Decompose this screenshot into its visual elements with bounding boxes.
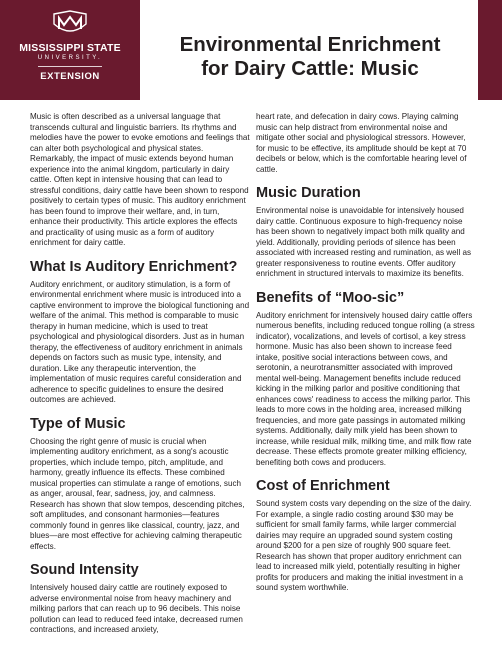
logo-extension-label: EXTENSION [40, 71, 100, 82]
auditory-enrichment-paragraph: Auditory enrichment, or auditory stimulation, is a form of environmental enrichment where music is introduced into a captive environment to improve the biological functioning and welfare of the animal. This method is comparable to music therapy in human medicine, which is used to treat psychological and physiological disorders. Just as in human therapy, the effectiveness of auditory enrichment in animals depends on factors such as music type, intensity, and duration. Like any therapeutic intervention, the implementation of music requires careful consideration and adherence to specific guidelines to ensure the desired outcomes are achieved. [30, 279, 250, 404]
msu-emblem-icon [50, 10, 90, 40]
auditory-enrichment-heading: What Is Auditory Enrichment? [30, 258, 238, 275]
sound-intensity-heading: Sound Intensity [30, 562, 139, 578]
header-accent-block [478, 0, 502, 100]
music-duration-paragraph: Environmental noise is unavoidable for intensively housed dairy cattle. Continuous exposure to high-frequency noise has been shown to negatively impact both milk quality and yield. Additionally, providing periods of silence has been associated with increased resting and rumination, as well as greater responsiveness to routine events. Offer auditory enrichment in structured intervals to maximize its benefits. [256, 206, 472, 278]
type-of-music-paragraph: Choosing the right genre of music is crucial when implementing auditory enrichment, as a song's acoustic properties, which include tempo, pitch, amplitude, and harmony, greatly influence its effects. These combined musical properties can stimulate a range of emotions, such as anger, arousal, fear, sadness, joy, and calmness. Research has shown that slow tempos, descending pitches, soft amplitudes, and consonant harmonies—features commonly found in genres like classical, country, jazz, and blues—are most effective for achieving calming therapeutic effects. [30, 436, 245, 551]
intro-paragraph: Music is often described as a universal language that transcends cultural and linguistic barriers. Its rhythms and melodies have the power to evoke emotions and feelings that can alter both psychological and physical states. Remarkably, the impact of music extends beyond human experience into the animal kingdom, particularly in dairy cattle. Often kept in intensive housing that can lead to stressful conditions, dairy cattle have been shown to respond positively to certain types of music. This auditory enrichment has been found to improve their welfare, and, in turn, enhance their productivity. This article explores the effects and practicality of using music as a form of auditory enrichment for dairy cattle. [30, 112, 250, 247]
cost-paragraph: Sound system costs vary depending on the size of the dairy. For example, a single radio costing around $30 may be sufficient for small family farms, while larger commercial dairies may require an upgraded sound system costing around $200 for a pen size of roughly 900 square feet. Research has shown that proper auditory enrichment can lead to increased milk yield, potentially resulting in higher profits for producers and making the initial investment in a sound system worthwhile. [256, 499, 472, 592]
sound-intensity-continued-paragraph: heart rate, and defecation in dairy cows. Playing calming music can help distract from environmental noise and mitigate other social and physiological stressors. However, for music to be effective, its amplitude should be kept at 70 decibels or below, which is the comfortable hearing level of cattle. [256, 112, 467, 174]
logo-divider [38, 66, 102, 67]
document-title [142, 33, 478, 81]
right-column [256, 112, 476, 594]
left-column [30, 112, 250, 636]
title-line-2: for Dairy Cattle: Music [201, 57, 419, 80]
title-line-1: Environmental Enrichment [179, 33, 441, 56]
cost-heading: Cost of Enrichment [256, 478, 390, 494]
extension-logo[interactable] [0, 0, 140, 100]
benefits-heading: Benefits of “Moo-sic” [256, 289, 405, 306]
sound-intensity-paragraph: Intensively housed dairy cattle are routinely exposed to adverse environmental noise from heavy machinery and milking parlors that can reach up to 96 decibels. This noise pollution can lead to reduced feed intake, decreased rumen contractions, and increased anxiety, [30, 583, 243, 634]
logo-university-label: UNIVERSITY. [37, 55, 103, 61]
benefits-paragraph: Auditory enrichment for intensively housed dairy cattle offers numerous benefits, including reduced tongue rolling (a stress indicator), vocalizations, and levels of cortisol, a key stress hormone. Music has also been shown to increase feed intake, positive social interactions between cows, and serotonin, a neurotransmitter associated with improved mental well-being. Management benefits include reduced kicking in the milking parlor and positive conditioning that enhances cows' readiness to access the milking parlor. This leads to more cows in the holding area, increased milking frequencies, and more gate passings in automated milking systems. Additionally, daily milk yield has been shown to increase, while residual milk, milking time, and milk flow rate decrease. These effects promote greater milking efficiency, benefiting both cows and producers. [256, 310, 475, 467]
logo-university-name: MISSISSIPPI STATE [19, 42, 121, 54]
music-duration-heading: Music Duration [256, 185, 361, 201]
type-of-music-heading: Type of Music [30, 415, 126, 432]
